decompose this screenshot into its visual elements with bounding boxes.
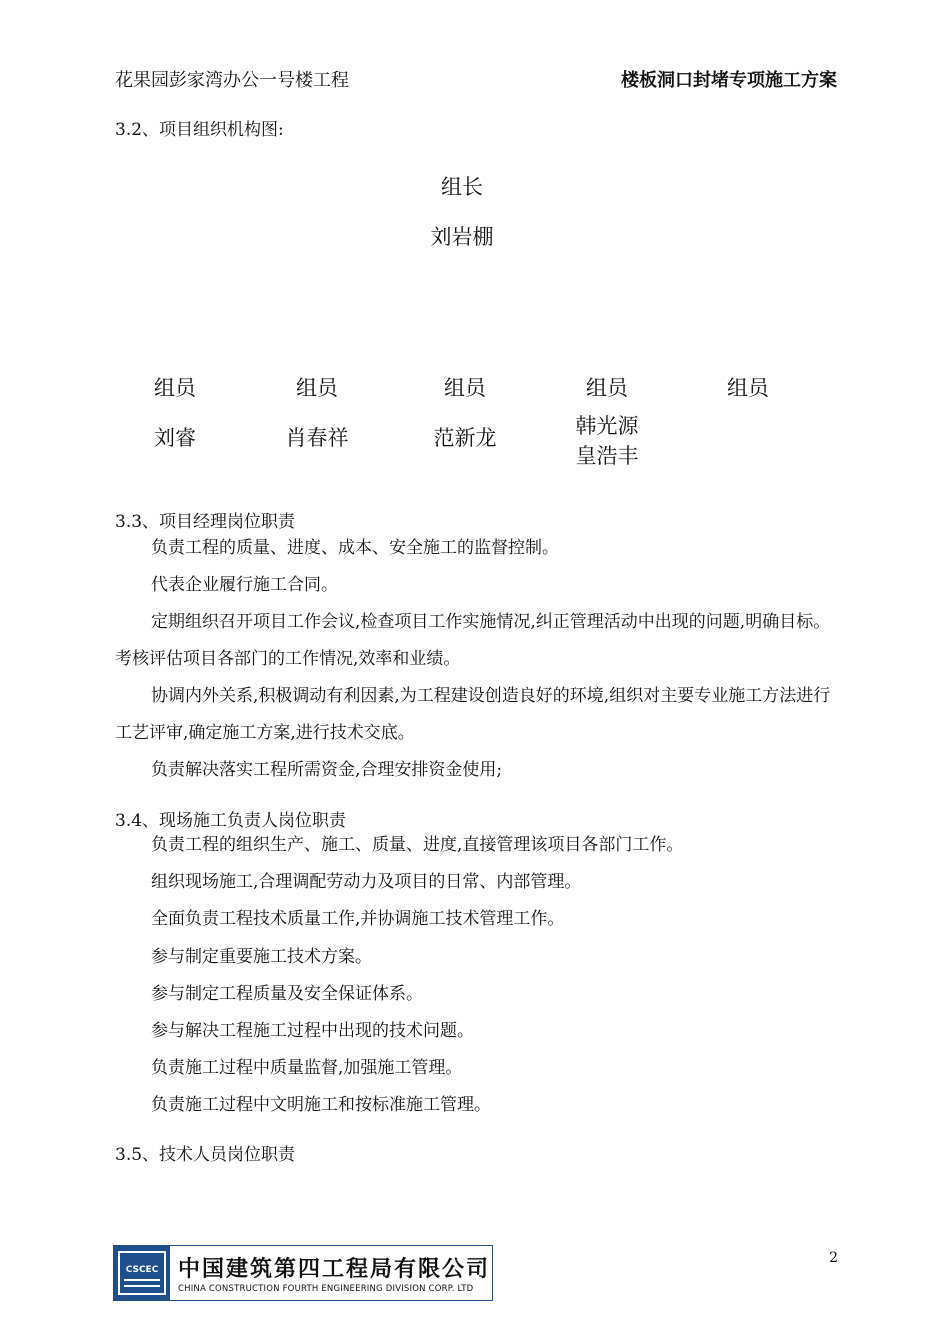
org-member-name: 肖春祥 <box>285 426 349 450</box>
org-member-name: 范新龙 <box>433 426 497 450</box>
duty-item: 负责工程的组织生产、施工、质量、进度,直接管理该项目各部门工作。 <box>151 835 684 855</box>
company-logo-banner <box>113 1245 493 1301</box>
section-3-5-heading: 3.5、技术人员岗位职责 <box>115 1145 296 1165</box>
duty-item: 代表企业履行施工合同。 <box>151 575 338 595</box>
org-member-role: 组员 <box>586 376 628 400</box>
org-member-name: 韩光源 <box>575 414 639 438</box>
duty-item: 负责施工过程中质量监督,加强施工管理。 <box>151 1058 463 1078</box>
duty-item: 组织现场施工,合理调配劳动力及项目的日常、内部管理。 <box>151 872 582 892</box>
org-leader-role: 组长 <box>441 175 483 199</box>
org-leader-name: 刘岩棚 <box>430 225 494 249</box>
section-3-3-heading: 3.3、项目经理岗位职责 <box>115 512 296 532</box>
duty-item: 负责施工过程中文明施工和按标准施工管理。 <box>151 1095 491 1115</box>
header-project-name: 花果园彭家湾办公一号楼工程 <box>115 70 349 91</box>
duty-item: 全面负责工程技术质量工作,并协调施工技术管理工作。 <box>151 909 565 929</box>
org-member-role: 组员 <box>727 376 769 400</box>
duty-item: 参与解决工程施工过程中出现的技术问题。 <box>151 1021 474 1041</box>
org-member-name-2: 皇浩丰 <box>575 444 639 468</box>
company-name-cn: 中国建筑第四工程局有限公司 <box>178 1257 491 1282</box>
duty-item: 负责工程的质量、进度、成本、安全施工的监督控制。 <box>151 538 559 558</box>
header-document-title: 楼板洞口封堵专项施工方案 <box>621 70 837 91</box>
section-3-2-heading: 3.2、项目组织机构图: <box>115 120 284 140</box>
duty-item: 参与制定工程质量及安全保证体系。 <box>151 984 423 1004</box>
duty-item: 协调内外关系,积极调动有利因素,为工程建设创造良好的环境,组织对主要专业施工方法进行工艺评审,确定施工方案,进行技术交底。 <box>115 686 831 743</box>
section-3-4-heading: 3.4、现场施工负责人岗位职责 <box>115 811 347 831</box>
org-member-role: 组员 <box>154 376 196 400</box>
duty-item: 负责解决落实工程所需资金,合理安排资金使用; <box>151 760 503 780</box>
duty-item: 参与制定重要施工技术方案。 <box>151 947 372 967</box>
company-name-en: CHINA CONSTRUCTION FOURTH ENGINEERING DIVISION CORP. LTD <box>178 1284 474 1294</box>
page-number: 2 <box>829 1250 838 1266</box>
company-logo-icon <box>114 1246 170 1300</box>
org-member-name: 刘睿 <box>154 426 196 450</box>
logo-mark-text: CSCEC <box>125 1265 159 1275</box>
duty-item: 定期组织召开项目工作会议,检查项目工作实施情况,纠正管理活动中出现的问题,明确目标。考核评估项目各部门的工作情况,效率和业绩。 <box>115 612 831 669</box>
org-member-role: 组员 <box>444 376 486 400</box>
header-divider <box>112 92 838 93</box>
org-member-role: 组员 <box>296 376 338 400</box>
